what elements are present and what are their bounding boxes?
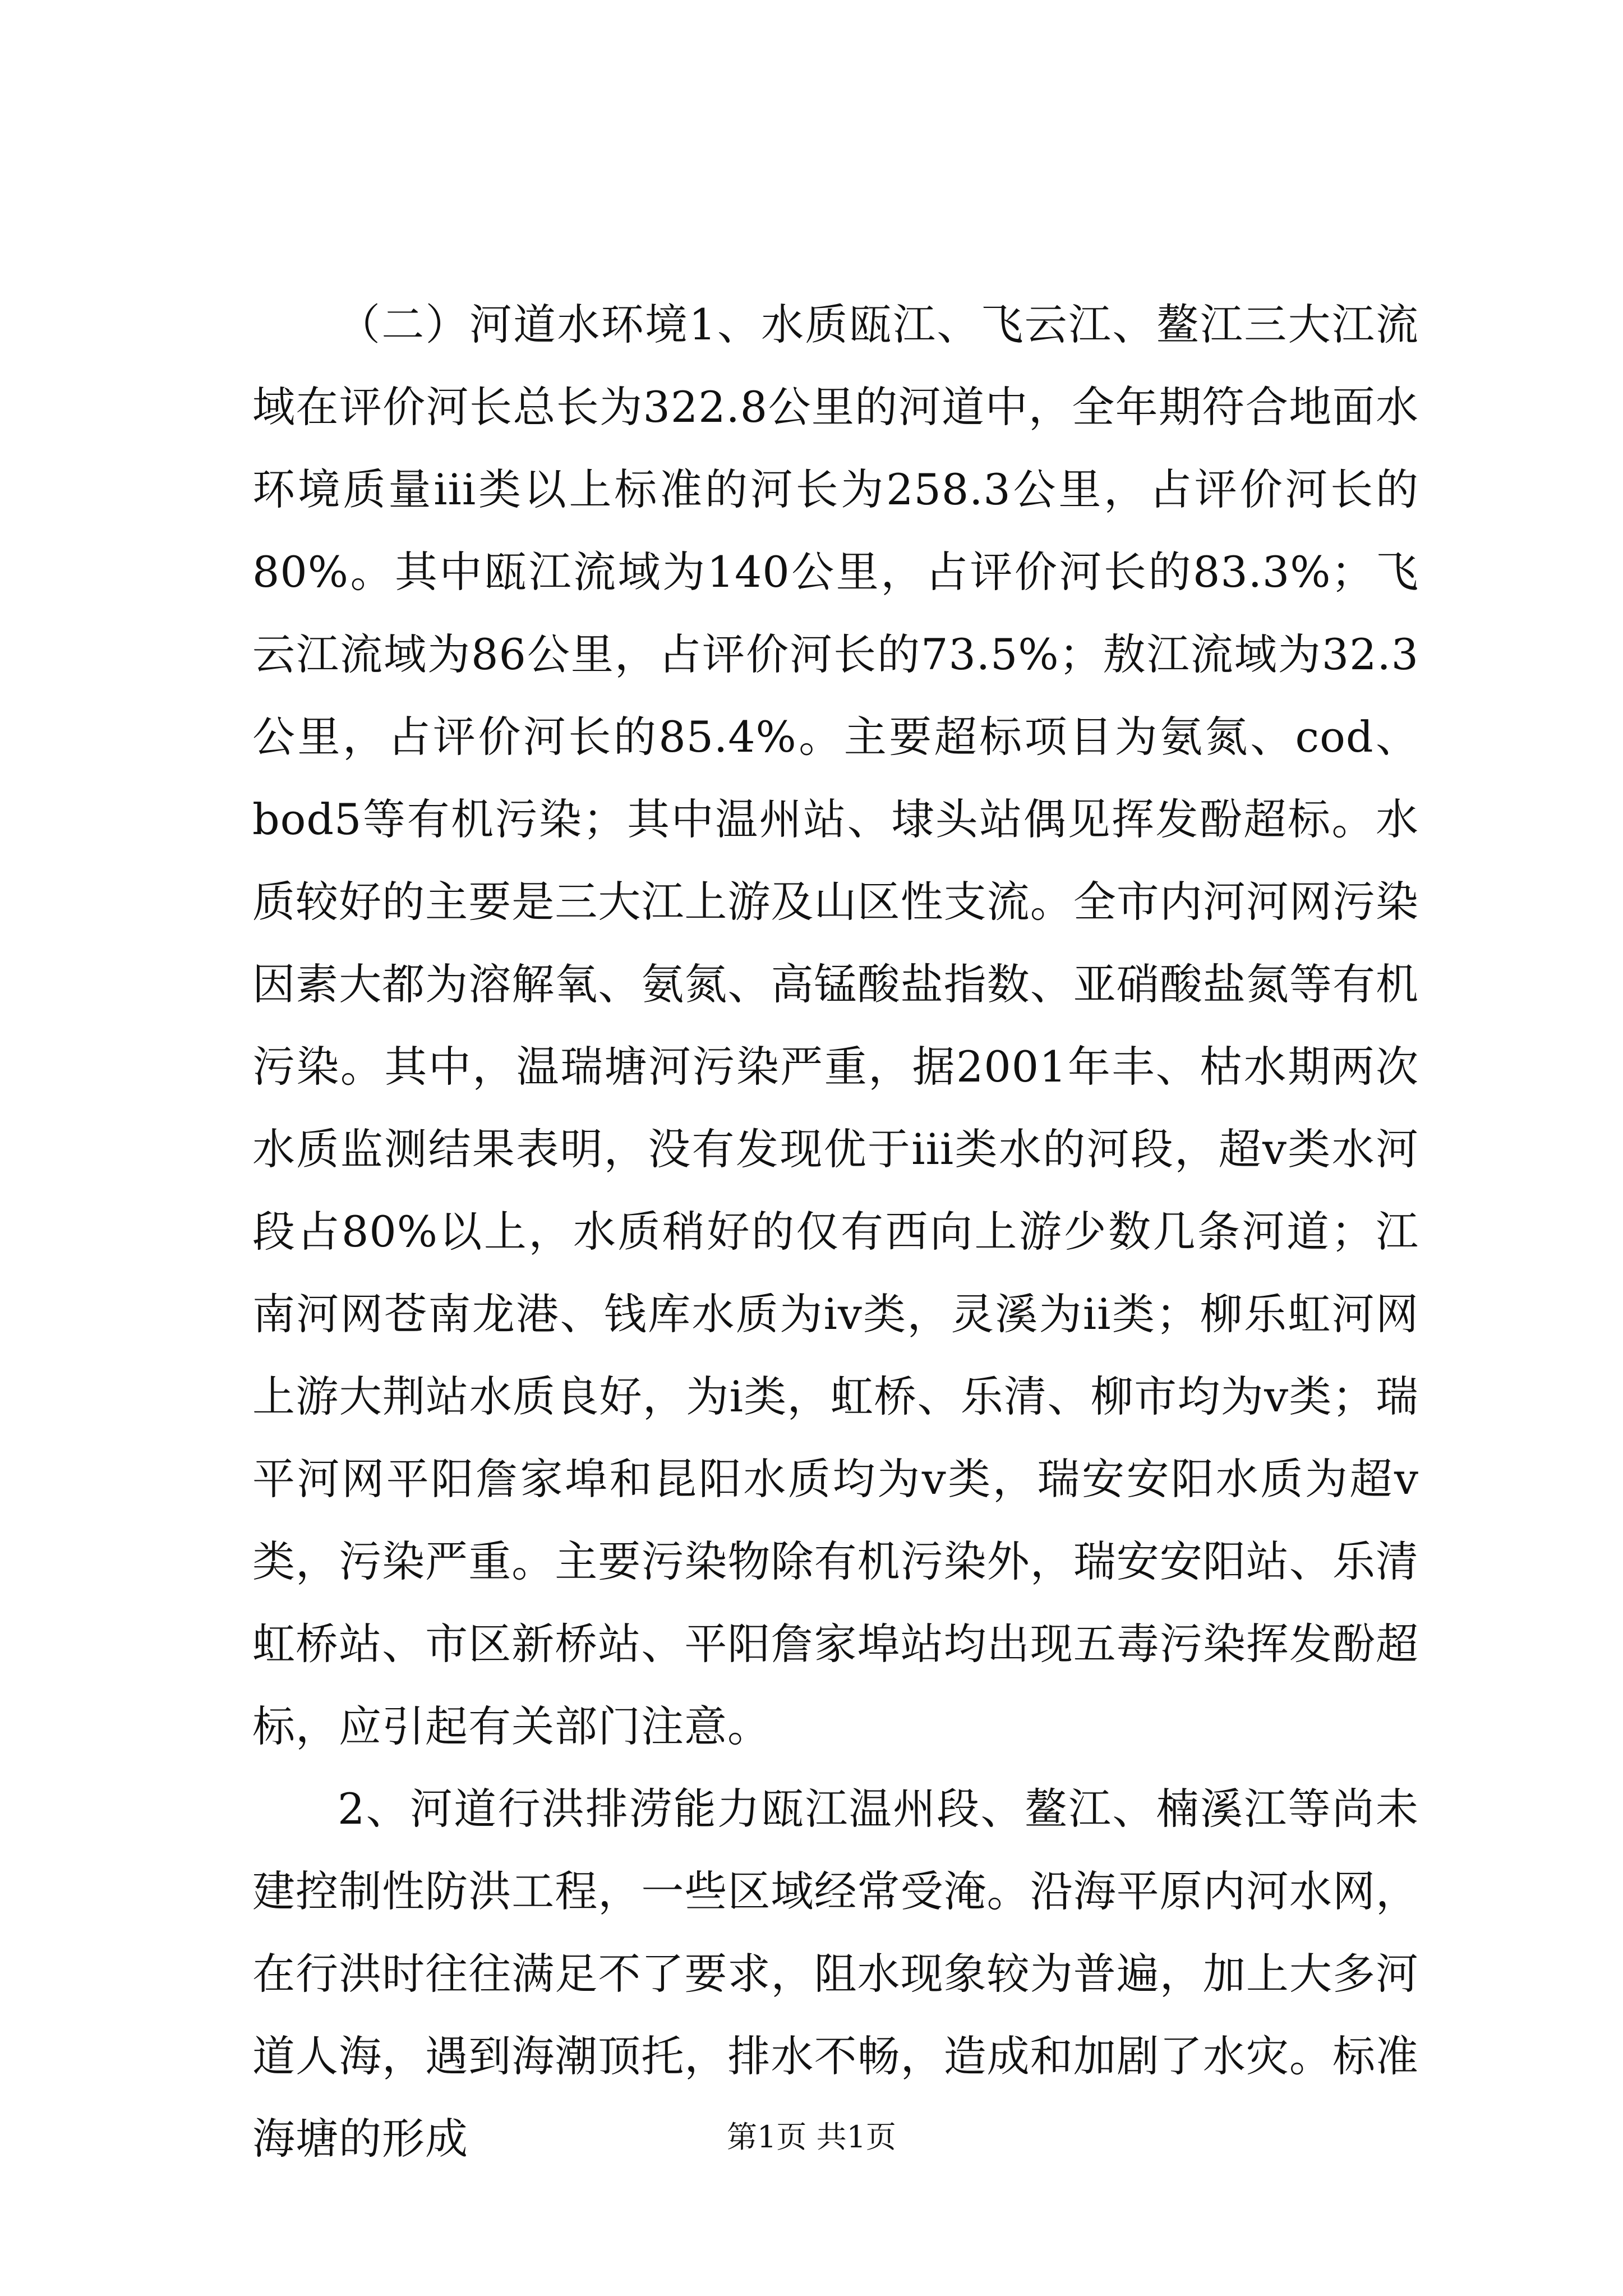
paragraph-water-quality: （二）河道水环境1、水质瓯江、飞云江、鳌江三大江流域在评价河长总长为322.8公里的河道中，全年期符合地面水环境质量iii类以上标准的河长为258.3公里，占评价河长的80%。其中瓯江流域为140公里，占评价河长的83.3%；飞云江流域为86公里，占评价河长的73.5%；敖江流域为32.3公里，占评价河长的85.4%。主要超标项目为氨氮、cod、bod5等有机污染；其中温州站、埭头站偶见挥发酚超标。水质较好的主要是三大江上游及山区性支流。全市内河河网污染因素大都为溶解氧、氨氮、高锰酸盐指数、亚硝酸盐氮等有机污染。其中，温瑞塘河污染严重，据2001年丰、枯水期两次水质监测结果表明，没有发现优于iii类水的河段，超v类水河段占80%以上，水质稍好的仅有西向上游少数几条河道；江南河网苍南龙港、钱库水质为iv类，灵溪为ii类；柳乐虹河网上游大荆站水质良好，为i类，虹桥、乐清、柳市均为v类；瑞平河网平阳詹家埠和昆阳水质均为v类，瑞安安阳水质为超v类，污染严重。主要污染物除有机污染外，瑞安安阳站、乐清虹桥站、市区新桥站、平阳詹家埠站均出现五毒污染挥发酚超标，应引起有关部门注意。 [252,300,1419,1751]
document-body [252,283,1419,2180]
paragraph-flood-capacity: 2、河道行洪排涝能力瓯江温州段、鳌江、楠溪江等尚未建控制性防洪工程，一些区域经常受淹。沿海平原内河水网，在行洪时往往满足不了要求，阻水现象较为普遍，加上大多河道人海，遇到海潮顶托，排水不畅，造成和加剧了水灾。标准海塘的形成 [252,1784,1419,2164]
page-footer: 第1页 共1页 [727,2119,896,2155]
